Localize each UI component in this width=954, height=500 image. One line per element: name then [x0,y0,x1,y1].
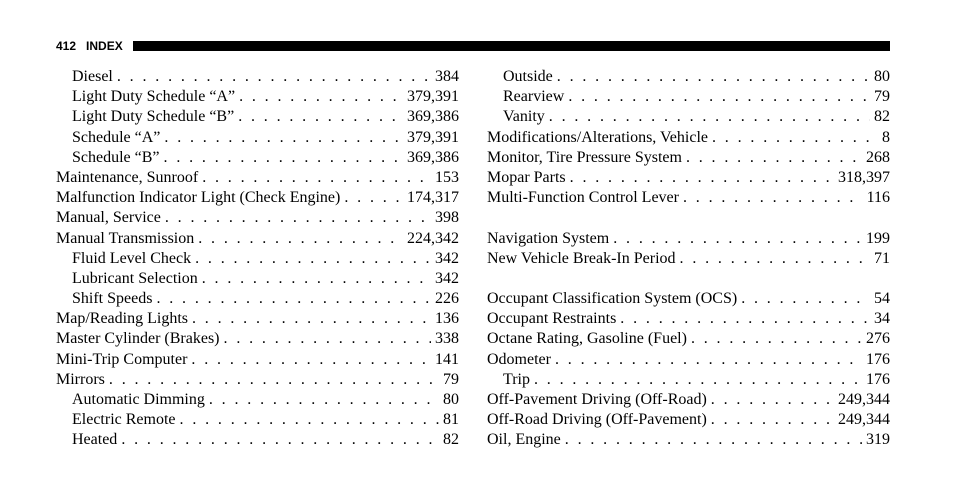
index-term: Multi-Function Control Lever [487,189,679,207]
index-term: Mini-Trip Computer [56,350,188,368]
index-entry [487,390,890,410]
index-term: Mopar Parts [487,168,566,186]
index-page-ref: 319 [866,431,890,449]
dot-leader [192,309,431,329]
index-term: Navigation System [487,229,610,247]
index-spacer [487,208,890,228]
index-entry [56,168,459,188]
index-page-ref: 82 [443,431,459,449]
header-rule [133,41,890,51]
dot-leader [534,370,862,390]
index-term: Schedule “A” [72,128,161,146]
index-subentry [487,107,890,127]
index-subentry [487,87,890,107]
index-subentry [487,370,890,390]
index-page-ref: 342 [435,269,459,287]
index-subentry [56,128,459,148]
dot-leader [620,309,870,329]
dot-leader [164,148,403,168]
index-entry [487,350,890,370]
dot-leader [613,229,862,249]
index-term: Schedule “B” [72,148,160,166]
dot-leader [549,107,870,127]
index-entry [487,168,890,188]
index-entry [56,188,459,208]
index-term: Off-Road Driving (Off-Pavement) [487,411,707,429]
dot-leader [683,188,863,208]
index-entry [56,309,459,329]
index-page-ref: 379,391 [407,88,459,106]
dot-leader [164,128,403,148]
index-entry [487,289,890,309]
index-entry [487,148,890,168]
index-page-ref: 153 [435,168,459,186]
index-page-ref: 176 [866,370,890,388]
index-column-right [487,67,890,451]
index-term: Octane Rating, Gasoline (Fuel) [487,330,687,348]
index-term: Trip [503,370,530,388]
index-subentry [487,67,890,87]
index-page-ref: 54 [874,290,890,308]
dot-leader [712,128,878,148]
index-term: Electric Remote [72,411,176,429]
index-page-ref: 199 [866,229,890,247]
index-term: Automatic Dimming [72,391,205,408]
index-page-ref: 379,391 [407,128,459,146]
index-term: Manual Transmission [56,229,195,247]
index-page-ref: 338 [435,330,459,348]
index-page-ref: 369,386 [407,108,459,126]
index-page-ref: 141 [435,350,459,368]
index-term: Rearview [503,88,565,106]
dot-leader [191,350,431,370]
index-page-ref: 80 [874,68,890,85]
index-page-ref: 81 [443,411,459,429]
dot-leader [344,188,403,208]
index-term: Oil, Engine [487,431,561,449]
index-term: Map/Reading Lights [56,310,188,328]
index-page-ref: 369,386 [407,148,459,166]
index-page-ref: 342 [435,249,459,267]
index-subentry [56,148,459,168]
index-page-ref: 79 [443,370,459,388]
index-subentry [56,430,459,450]
index-term: Vanity [503,108,545,126]
dot-leader [117,67,431,87]
dot-leader [741,289,870,309]
page-header [56,38,890,54]
index-subentry [56,249,459,269]
index-term: Diesel [72,68,113,85]
index-subentry [56,67,459,87]
index-page-ref: 224,342 [407,229,459,247]
index-term: New Vehicle Break-In Period [487,249,676,267]
index-page-ref: 268 [866,148,890,166]
dot-leader [555,350,862,370]
dot-leader [568,87,870,107]
index-entry [487,188,890,208]
dot-leader [711,410,834,430]
index-term: Master Cylinder (Brakes) [56,330,220,348]
index-entry [487,430,890,450]
dot-leader [224,329,431,349]
index-page-ref: 384 [435,68,459,85]
index-page-ref: 249,344 [838,391,890,408]
dot-leader [202,168,431,188]
index-page-ref: 71 [874,249,890,267]
index-term: Shift Speeds [72,290,153,308]
index-entry [56,208,459,228]
index-term: Modifications/Alterations, Vehicle [487,128,708,146]
index-term: Monitor, Tire Pressure System [487,148,682,166]
index-page-ref: 79 [874,88,890,106]
dot-leader [198,229,403,249]
dot-leader [570,168,834,188]
index-term: Manual, Service [56,209,161,227]
index-subentry [56,269,459,289]
dot-leader [691,329,862,349]
index-page-ref: 136 [435,310,459,328]
index-page-ref: 174,317 [407,189,459,207]
index-term: Malfunction Indicator Light (Check Engine) [56,189,341,207]
index-column-left [56,67,459,451]
index-subentry [56,87,459,107]
index-term: Heated [72,431,118,449]
index-page-ref: 276 [866,330,890,348]
dot-leader [239,87,403,107]
dot-leader [202,269,431,289]
index-term: Occupant Classification System (OCS) [487,290,738,308]
dot-leader [156,289,431,309]
index-entry [487,309,890,329]
index-page-ref: 82 [874,108,890,126]
index-entry [56,370,459,390]
index-subentry [56,289,459,309]
index-term: Off-Pavement Driving (Off-Road) [487,391,707,408]
index-term: Light Duty Schedule “A” [72,88,236,106]
dot-leader [565,430,862,450]
dot-leader [711,390,834,410]
index-entry [56,229,459,249]
index-term: Occupant Restraints [487,310,617,328]
index-page-ref: 8 [882,128,890,146]
dot-leader [121,430,439,450]
index-term: Lubricant Selection [72,269,198,287]
dot-leader [195,249,431,269]
index-term: Light Duty Schedule “B” [72,108,235,126]
section-title: INDEX [86,39,123,53]
index-page-ref: 318,397 [838,168,890,186]
index-entry [487,249,890,269]
dot-leader [238,107,403,127]
dot-leader [680,249,870,269]
index-entry [487,410,890,430]
index-page-ref: 34 [874,310,890,328]
index-page-ref: 116 [866,189,890,207]
index-subentry [56,107,459,127]
index-entry [487,329,890,349]
index-term: Outside [503,68,553,85]
index-entry [487,128,890,148]
index-subentry [56,410,459,430]
dot-leader [557,67,870,87]
page-number: 412 [56,39,77,53]
index-page-ref: 226 [435,290,459,308]
dot-leader [180,410,439,430]
index-term: Odometer [487,350,551,368]
dot-leader [165,208,431,228]
dot-leader [686,148,862,168]
index-page-ref: 80 [443,391,459,408]
dot-leader [209,390,439,410]
index-term: Fluid Level Check [72,249,192,267]
index-page-ref: 176 [866,350,890,368]
dot-leader [109,370,439,390]
index-term: Maintenance, Sunroof [56,168,199,186]
index-entry [487,229,890,249]
index-term: Mirrors [56,370,105,388]
index-entry [56,350,459,370]
index-spacer [487,269,890,289]
index-page-ref: 249,344 [838,411,890,429]
index-subentry [56,390,459,410]
index-page-ref: 398 [435,209,459,227]
index-entry [56,329,459,349]
